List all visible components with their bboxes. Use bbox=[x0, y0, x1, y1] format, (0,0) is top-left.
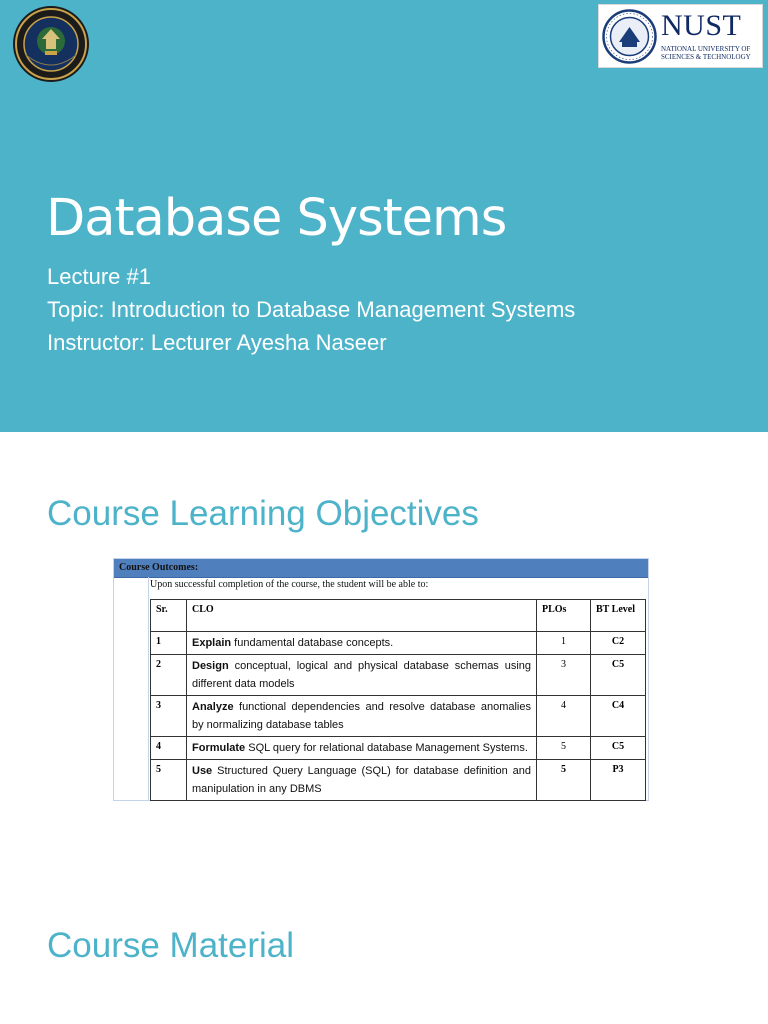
course-outcomes-table bbox=[113, 558, 649, 801]
column-header-plos: PLOs bbox=[537, 600, 591, 632]
clo-verb: Formulate bbox=[192, 742, 246, 754]
clo-description: conceptual, logical and physical database schemas using different data models bbox=[192, 660, 531, 690]
row-number: 5 bbox=[151, 760, 187, 801]
bt-level-value: C5 bbox=[591, 737, 646, 760]
clo-description: Structured Query Language (SQL) for database definition and manipulation in any DBMS bbox=[192, 765, 531, 795]
title-banner bbox=[0, 0, 768, 432]
clo-verb: Analyze bbox=[192, 701, 234, 713]
instructor-name: Instructor: Lecturer Ayesha Naseer bbox=[47, 330, 387, 355]
clo-text bbox=[187, 737, 537, 760]
table-margin bbox=[114, 577, 149, 800]
clo-text bbox=[187, 760, 537, 801]
clo-text bbox=[187, 696, 537, 737]
plo-value: 1 bbox=[537, 632, 591, 655]
lecture-number: Lecture #1 bbox=[47, 264, 151, 289]
plo-value: 4 bbox=[537, 696, 591, 737]
nust-wordmark: NUST bbox=[661, 9, 742, 42]
column-header-clo: CLO bbox=[187, 600, 537, 632]
course-outcomes-intro: Upon successful completion of the course, the student will be able to: bbox=[150, 579, 429, 590]
table-header-row bbox=[151, 600, 646, 632]
objectives-heading: Course Learning Objectives bbox=[47, 494, 479, 533]
clo-description: functional dependencies and resolve database anomalies by normalizing database tables bbox=[192, 701, 531, 731]
row-number: 2 bbox=[151, 655, 187, 696]
lecture-topic: Topic: Introduction to Database Management Systems bbox=[47, 297, 576, 322]
course-outcomes-header: Course Outcomes: bbox=[114, 559, 648, 578]
clo-verb: Use bbox=[192, 765, 213, 777]
table-row bbox=[151, 632, 646, 655]
college-emblem-icon bbox=[12, 5, 90, 83]
plo-value: 5 bbox=[537, 760, 591, 801]
nust-seal-icon bbox=[602, 9, 657, 64]
table-row bbox=[151, 760, 646, 801]
clo-description: fundamental database concepts. bbox=[231, 637, 394, 649]
bt-level-value: C2 bbox=[591, 632, 646, 655]
row-number: 1 bbox=[151, 632, 187, 655]
row-number: 4 bbox=[151, 737, 187, 760]
row-number: 3 bbox=[151, 696, 187, 737]
clo-description: SQL query for relational database Management Systems. bbox=[245, 742, 528, 754]
material-heading: Course Material bbox=[47, 926, 295, 965]
clo-table bbox=[150, 599, 646, 801]
bt-level-value: C4 bbox=[591, 696, 646, 737]
bt-level-value: P3 bbox=[591, 760, 646, 801]
plo-value: 3 bbox=[537, 655, 591, 696]
table-row bbox=[151, 655, 646, 696]
nust-subtitle: NATIONAL UNIVERSITY OF SCIENCES & TECHNOLOGY bbox=[661, 45, 751, 61]
clo-text bbox=[187, 655, 537, 696]
bt-level-value: C5 bbox=[591, 655, 646, 696]
plo-value: 5 bbox=[537, 737, 591, 760]
clo-text bbox=[187, 632, 537, 655]
column-header-bt-level: BT Level bbox=[591, 600, 646, 632]
nust-logo bbox=[598, 4, 763, 68]
clo-verb: Design bbox=[192, 660, 229, 672]
table-row bbox=[151, 696, 646, 737]
clo-verb: Explain bbox=[192, 637, 232, 649]
table-row bbox=[151, 737, 646, 760]
column-header-sr: Sr. bbox=[151, 600, 187, 632]
presentation-title: Database Systems bbox=[46, 189, 507, 248]
